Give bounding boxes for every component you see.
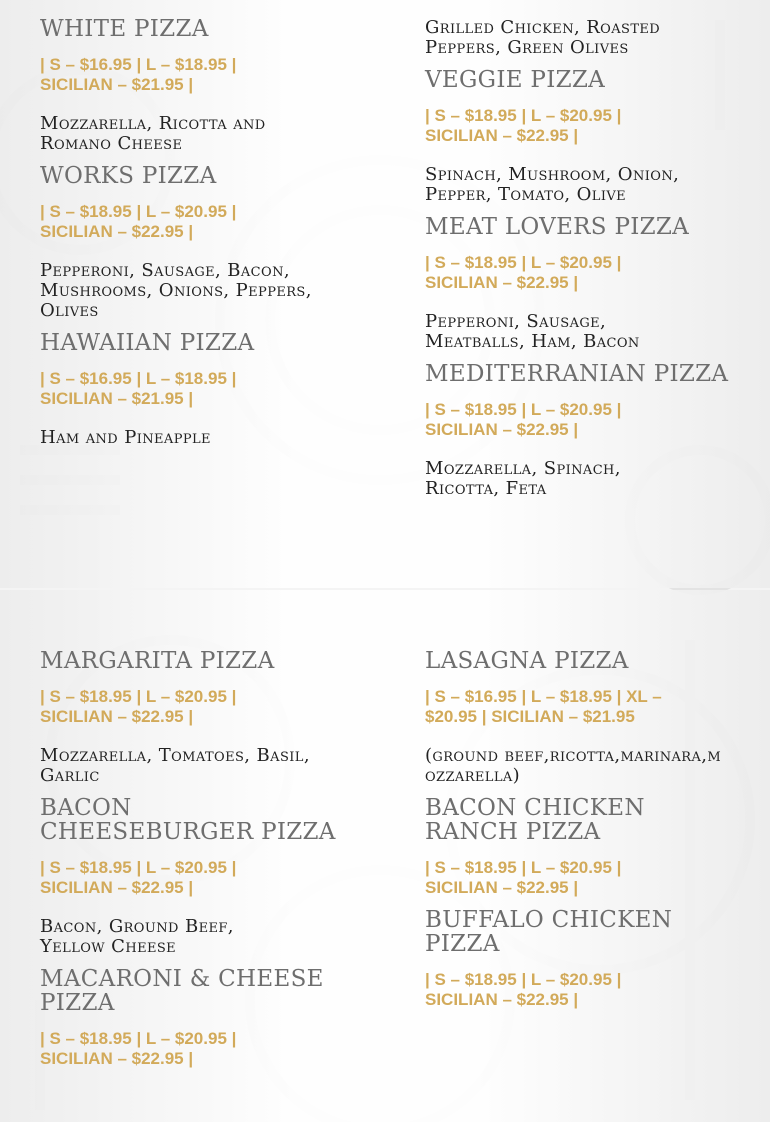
menu-column-top-right (425, 18, 745, 499)
menu-item (425, 908, 745, 1010)
item-price: | S – $18.95 | L – $20.95 | SICILIAN – $22.95 | (425, 400, 622, 439)
menu-column-bottom-right (425, 649, 745, 1010)
item-price: | S – $18.95 | L – $20.95 | SICILIAN – $22.95 | (425, 253, 622, 292)
item-price: | S – $18.95 | L – $20.95 | SICILIAN – $22.95 | (40, 1029, 237, 1068)
item-title: BUFFALO CHICKEN PIZZA (425, 907, 673, 957)
item-price: | S – $18.95 | L – $20.95 | SICILIAN – $22.95 | (425, 858, 622, 897)
item-description: Mozzarella, Spinach, Ricotta, Feta (425, 458, 621, 499)
menu-item (425, 68, 745, 205)
menu-item (40, 164, 360, 321)
item-description: Mozzarella, Tomatoes, Basil, Garlic (40, 745, 310, 786)
item-price: | S – $18.95 | L – $20.95 | SICILIAN – $22.95 | (40, 858, 237, 897)
item-title: HAWAIIAN PIZZA (40, 330, 255, 356)
item-price: | S – $18.95 | L – $20.95 | SICILIAN – $22.95 | (425, 106, 622, 145)
item-title: BACON CHEESEBURGER PIZZA (40, 795, 336, 845)
item-title: MEDITERRANIAN PIZZA (425, 361, 729, 387)
menu-item (40, 796, 360, 957)
item-description: Ham and Pineapple (40, 427, 211, 448)
item-description: (ground beef,ricotta,marinara,mozzarella) (425, 745, 722, 786)
menu-item (40, 649, 360, 786)
item-title: WORKS PIZZA (40, 163, 217, 189)
item-price: | S – $16.95 | L – $18.95 | SICILIAN – $21.95 | (40, 55, 237, 94)
item-description: Grilled Chicken, Roasted Peppers, Green Olives (425, 17, 661, 58)
item-description: Pepperoni, Sausage, Bacon, Mushrooms, Onions, Peppers, Olives (40, 260, 312, 321)
item-description: Spinach, Mushroom, Onion, Pepper, Tomato, Olive (425, 164, 680, 205)
menu-item (40, 331, 360, 448)
item-title: WHITE PIZZA (40, 16, 209, 42)
menu-column-bottom-left (40, 649, 360, 1069)
item-description: Mozzarella, Ricotta and Romano Cheese (40, 113, 266, 154)
item-title: LASAGNA PIZZA (425, 648, 629, 674)
item-price: | S – $16.95 | L – $18.95 | SICILIAN – $21.95 | (40, 369, 237, 408)
item-description: Pepperoni, Sausage, Meatballs, Ham, Bacon (425, 311, 640, 352)
item-price: | S – $18.95 | L – $20.95 | SICILIAN – $22.95 | (425, 970, 622, 1009)
menu-item (425, 215, 745, 352)
menu-column-top-left (40, 17, 360, 448)
item-title: BACON CHICKEN RANCH PIZZA (425, 795, 645, 845)
item-price: | S – $16.95 | L – $18.95 | XL – $20.95 | SICILIAN – $21.95 (425, 687, 662, 726)
item-price: | S – $18.95 | L – $20.95 | SICILIAN – $22.95 | (40, 687, 237, 726)
item-price: | S – $18.95 | L – $20.95 | SICILIAN – $22.95 | (40, 202, 237, 241)
item-title: MARGARITA PIZZA (40, 648, 275, 674)
item-description: Bacon, Ground Beef, Yellow Cheese (40, 916, 234, 957)
menu-item (40, 17, 360, 154)
item-title: MACARONI & CHEESE PIZZA (40, 966, 324, 1016)
item-title: VEGGIE PIZZA (425, 67, 606, 93)
menu-item (40, 967, 360, 1069)
menu-item (425, 362, 745, 499)
menu-item (425, 796, 745, 898)
item-title: MEAT LOVERS PIZZA (425, 214, 690, 240)
menu-item (425, 649, 745, 786)
